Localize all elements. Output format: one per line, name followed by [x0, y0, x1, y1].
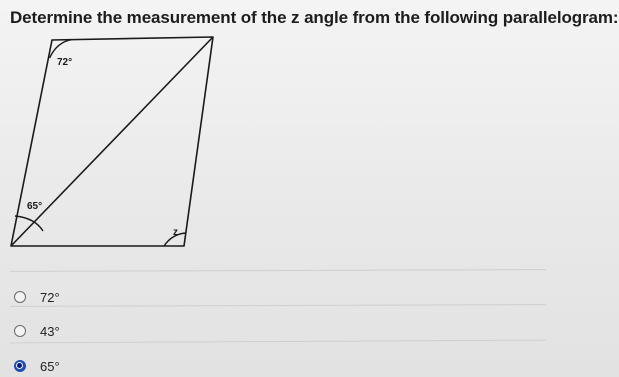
- radio-button-selected[interactable]: [14, 360, 26, 372]
- angle-arc-top: [50, 40, 72, 58]
- answer-option-65[interactable]: [14, 357, 60, 375]
- radio-button[interactable]: [14, 291, 26, 303]
- option-label: 43°: [40, 323, 60, 339]
- option-label: 72°: [40, 289, 60, 305]
- radio-button[interactable]: [14, 325, 26, 337]
- question-text: Determine the measurement of the z angle from the following parallelogram:: [10, 8, 619, 27]
- angle-label-z: z: [173, 227, 178, 238]
- answer-option-72[interactable]: [14, 288, 60, 306]
- angle-label-top: 72°: [57, 57, 73, 68]
- answer-option-43[interactable]: [14, 322, 60, 340]
- parallelogram-diagonal: [11, 37, 213, 246]
- angle-label-left: 65°: [27, 201, 43, 212]
- option-label: 65°: [40, 358, 60, 374]
